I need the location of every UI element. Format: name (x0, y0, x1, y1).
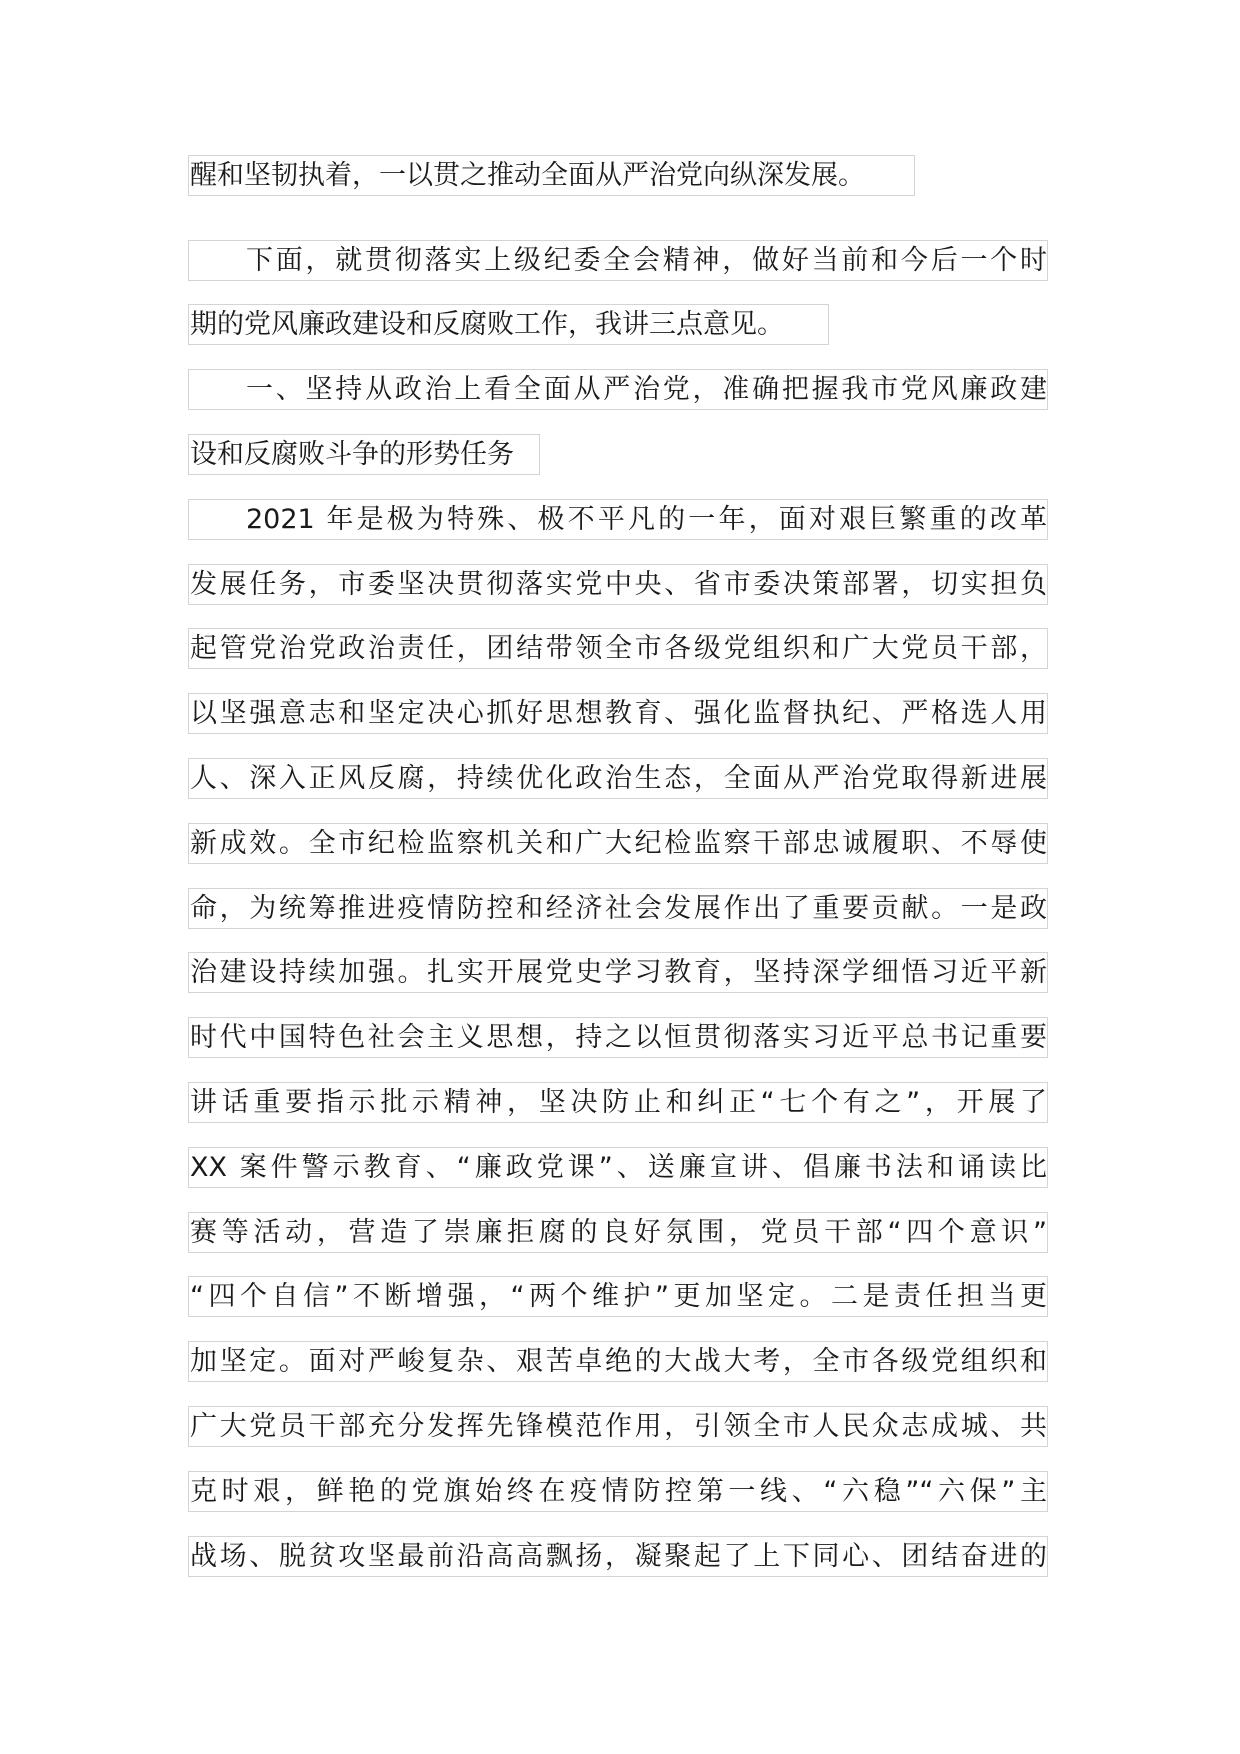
paragraph-first-line: 2021 年是极为特殊、极不平凡的一年，面对艰巨繁重的改革 (188, 499, 1048, 540)
text-line: XX 案件警示教育、“廉政党课”、送廉宣讲、倡廉书法和诵读比 (188, 1147, 1048, 1188)
text-line: 克时艰，鲜艳的党旗始终在疫情防控第一线、“六稳”“六保”主 (188, 1471, 1048, 1512)
text-line: 新成效。全市纪检监察机关和广大纪检监察干部忠诚履职、不辱使 (188, 823, 1048, 864)
text-line: 战场、脱贫攻坚最前沿高高飘扬，凝聚起了上下同心、团结奋进的 (188, 1536, 1048, 1577)
section-heading-line: 设和反腐败斗争的形势任务 (188, 434, 540, 475)
section-heading-line: 一、坚持从政治上看全面从严治党，准确把握我市党风廉政建 (188, 369, 1048, 410)
text-line: 期的党风廉政建设和反腐败工作，我讲三点意见。 (188, 304, 829, 345)
text-line: 治建设持续加强。扎实开展党史学习教育，坚持深学细悟习近平新 (188, 952, 1048, 993)
text-line: 加坚定。面对严峻复杂、艰苦卓绝的大战大考，全市各级党组织和 (188, 1341, 1048, 1382)
text-line: 发展任务，市委坚决贯彻落实党中央、省市委决策部署，切实担负 (188, 564, 1048, 605)
text-line: 醒和坚韧执着，一以贯之推动全面从严治党向纵深发展。 (188, 155, 915, 196)
text-line: 讲话重要指示批示精神，坚决防止和纠正“七个有之”，开展了 (188, 1082, 1048, 1123)
text-line: 广大党员干部充分发挥先锋模范作用，引领全市人民众志成城、共 (188, 1406, 1048, 1447)
text-line: 起管党治党政治责任，团结带领全市各级党组织和广大党员干部， (188, 628, 1048, 669)
text-line: 时代中国特色社会主义思想，持之以恒贯彻落实习近平总书记重要 (188, 1017, 1048, 1058)
text-line: “四个自信”不断增强，“两个维护”更加坚定。二是责任担当更 (188, 1276, 1048, 1317)
paragraph-first-line: 下面，就贯彻落实上级纪委全会精神，做好当前和今后一个时 (188, 240, 1048, 281)
text-line: 人、深入正风反腐，持续优化政治生态，全面从严治党取得新进展 (188, 758, 1048, 799)
text-line: 赛等活动，营造了崇廉拒腐的良好氛围，党员干部“四个意识” (188, 1212, 1048, 1253)
text-line: 命，为统筹推进疫情防控和经济社会发展作出了重要贡献。一是政 (188, 888, 1048, 929)
text-line: 以坚强意志和坚定决心抓好思想教育、强化监督执纪、严格选人用 (188, 693, 1048, 734)
